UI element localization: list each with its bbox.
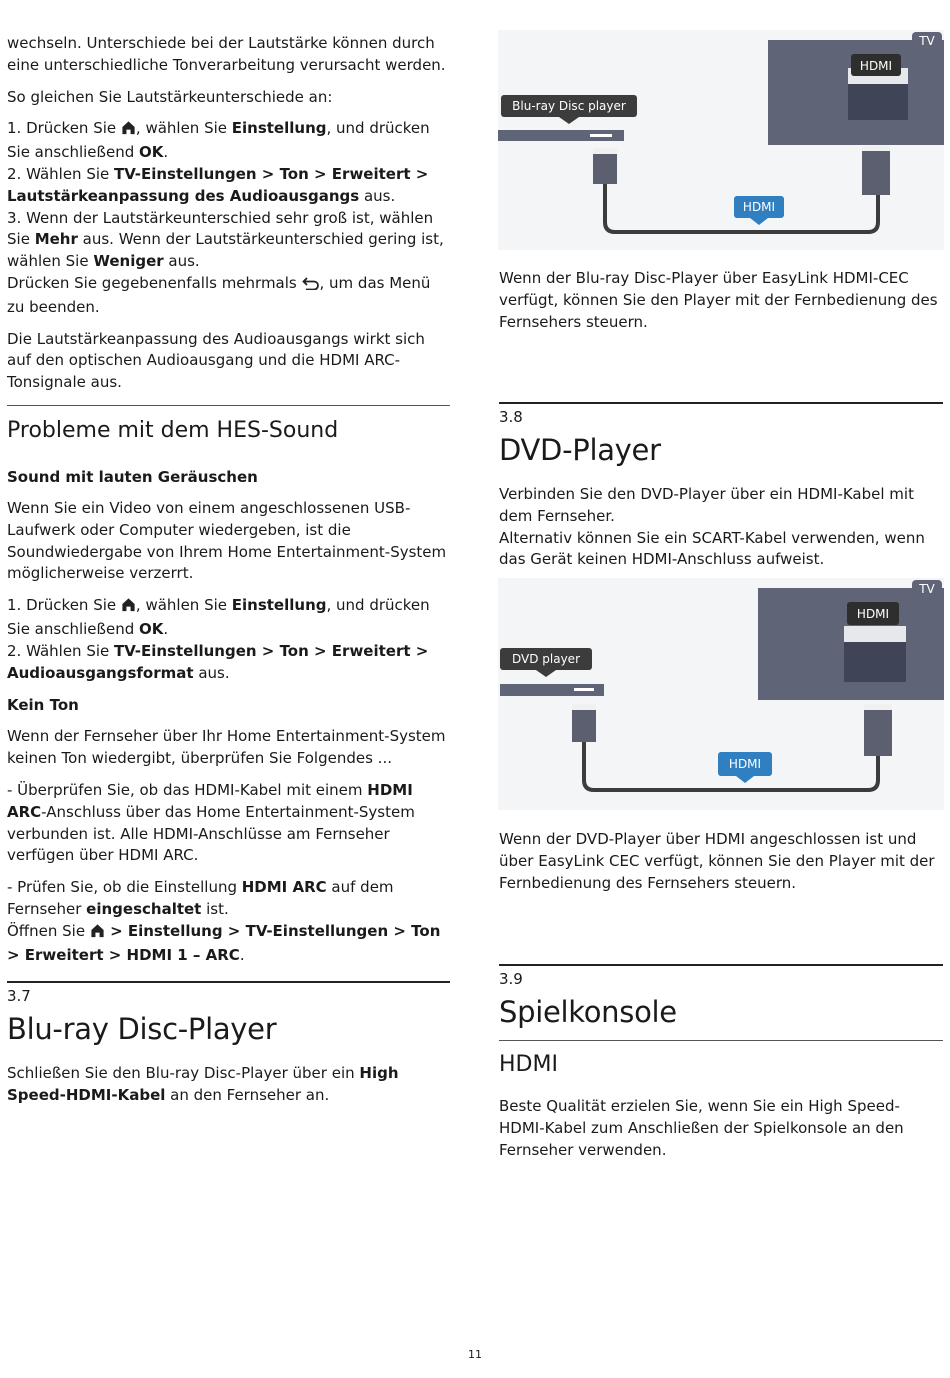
svg-text:TV: TV [919, 34, 935, 48]
tv-badge [912, 32, 942, 50]
hes-step-1: 1. Drücken Sie , wählen Sie Einstellung, und drücken Sie anschließend OK. [7, 596, 430, 638]
svg-text:TV: TV [919, 582, 935, 596]
heading-dvd-player: DVD-Player [499, 433, 661, 467]
paragraph-dvd-scart: Alternativ können Sie ein SCART-Kabel verwenden, wenn das Gerät keinen HDMI-Anschluss aufweist. [499, 528, 925, 569]
caption-dvd-easylink: Wenn der DVD-Player über HDMI angeschlossen ist und über EasyLink CEC verfügt, können Sie den Player mit der Fernbedienung des Fernsehers steuern. [499, 830, 935, 892]
step-3: 3. Wenn der Lautstärkeunterschied sehr groß ist, wählen Sie Mehr aus. Wenn der Lautstärkeunterschied gering ist, wählen Sie Weniger aus. [7, 208, 444, 271]
divider-section-3-8 [499, 402, 943, 404]
svg-text:HDMI: HDMI [856, 607, 890, 621]
paragraph-volume-intro: wechseln. Unterschiede bei der Lautstärke können durch eine unterschiedliche Tonverarbeitung verursacht werden. [7, 34, 446, 74]
open-menu-path: Öffnen Sie > Einstellung > TV-Einstellungen > Ton > Erweitert > HDMI 1 – ARC. [7, 921, 441, 964]
subheading-no-sound: Kein Ton [7, 696, 79, 715]
svg-text:HDMI: HDMI [859, 59, 893, 73]
svg-text:DVD player: DVD player [511, 652, 581, 666]
paragraph-volume-howto: So gleichen Sie Lautstärkeunterschiede an: [7, 87, 333, 106]
paragraph-noise: Wenn Sie ein Video von einem angeschlossenen USB-Laufwerk oder Computer wiedergeben, ist die Soundwiedergabe von Ihrem Home Entertainment-System möglicherweise verzerrt. [7, 499, 447, 583]
hdmi-port-label [847, 602, 899, 625]
home-icon [90, 923, 105, 945]
bluray-connection-diagram [498, 30, 944, 250]
divider-hdmi-subsection [499, 1040, 943, 1041]
paragraph-dvd-hdmi: Verbinden Sie den DVD-Player über ein HDMI-Kabel mit dem Fernseher. [499, 485, 914, 525]
tv-badge [912, 580, 942, 598]
heading-hes-sound: Probleme mit dem HES-Sound [7, 418, 339, 443]
divider-hes [7, 405, 450, 406]
check-hdmi-arc-cable: - Überprüfen Sie, ob das HDMI-Kabel mit einem HDMI ARC-Anschluss über das Home Entertainment-System verbunden ist. Alle HDMI-Anschlüsse am Fernseher verfügen über HDMI ARC. [7, 780, 415, 865]
section-number-3-9: 3.9 [499, 970, 523, 988]
home-icon [121, 597, 136, 619]
section-number-3-7: 3.7 [7, 987, 31, 1005]
step-back: Drücken Sie gegebenenfalls mehrmals , um das Menü zu beenden. [7, 273, 431, 316]
paragraph-volume-effect: Die Lautstärkeanpassung des Audioausgangs wirkt sich auf den optischen Audioausgang und die HDMI ARC-Tonsignale aus. [7, 329, 425, 392]
paragraph-game-console-hdmi: Beste Qualität erzielen Sie, wenn Sie ein High Speed-HDMI-Kabel zum Anschließen der Spielkonsole an den Fernseher verwenden. [499, 1097, 904, 1159]
left-column-hes [7, 466, 452, 966]
subheading-noise: Sound mit lauten Geräuschen [7, 468, 258, 486]
home-icon [121, 120, 136, 142]
check-hdmi-arc-setting: - Prüfen Sie, ob die Einstellung HDMI ARC auf dem Fernseher eingeschaltet ist. [7, 878, 394, 918]
step-1: 1. Drücken Sie , wählen Sie Einstellung, und drücken Sie anschließend OK. [7, 119, 430, 162]
svg-text:HDMI: HDMI [728, 757, 762, 771]
paragraph-no-sound: Wenn der Fernseher über Ihr Home Entertainment-System keinen Ton wiedergibt, überprüfen Sie Folgendes ... [7, 727, 446, 768]
hes-step-2: 2. Wählen Sie TV-Einstellungen > Ton > Erweitert > Audioausgangsformat aus. [7, 641, 429, 682]
svg-text:HDMI: HDMI [742, 200, 776, 214]
heading-bluray-player: Blu-ray Disc-Player [7, 1012, 277, 1046]
bluray-device [498, 130, 624, 141]
caption-bluray-easylink: Wenn der Blu-ray Disc-Player über EasyLink HDMI-CEC verfügt, können Sie den Player mit der Fernbedienung des Fernsehers steuern. [499, 269, 938, 331]
subheading-hdmi: HDMI [499, 1052, 558, 1077]
svg-text:Blu-ray Disc player: Blu-ray Disc player [512, 99, 626, 113]
dvd-intro [499, 484, 945, 571]
dvd-connection-diagram [498, 578, 944, 810]
divider-section-3-9 [499, 964, 943, 966]
paragraph-bluray-connect: Schließen Sie den Blu-ray Disc-Player über ein High Speed-HDMI-Kabel an den Fernseher an. [7, 1064, 399, 1104]
back-icon [302, 275, 320, 297]
heading-game-console: Spielkonsole [499, 995, 677, 1029]
left-column-top [7, 33, 452, 394]
page-number: 11 [468, 1348, 482, 1361]
section-number-3-8: 3.8 [499, 408, 523, 426]
dvd-device [500, 684, 604, 696]
step-2: 2. Wählen Sie TV-Einstellungen > Ton > Erweitert > Lautstärkeanpassung des Audioausgangs aus. [7, 164, 429, 205]
hdmi-port-label [851, 54, 901, 76]
divider-section-3-7 [7, 981, 450, 983]
